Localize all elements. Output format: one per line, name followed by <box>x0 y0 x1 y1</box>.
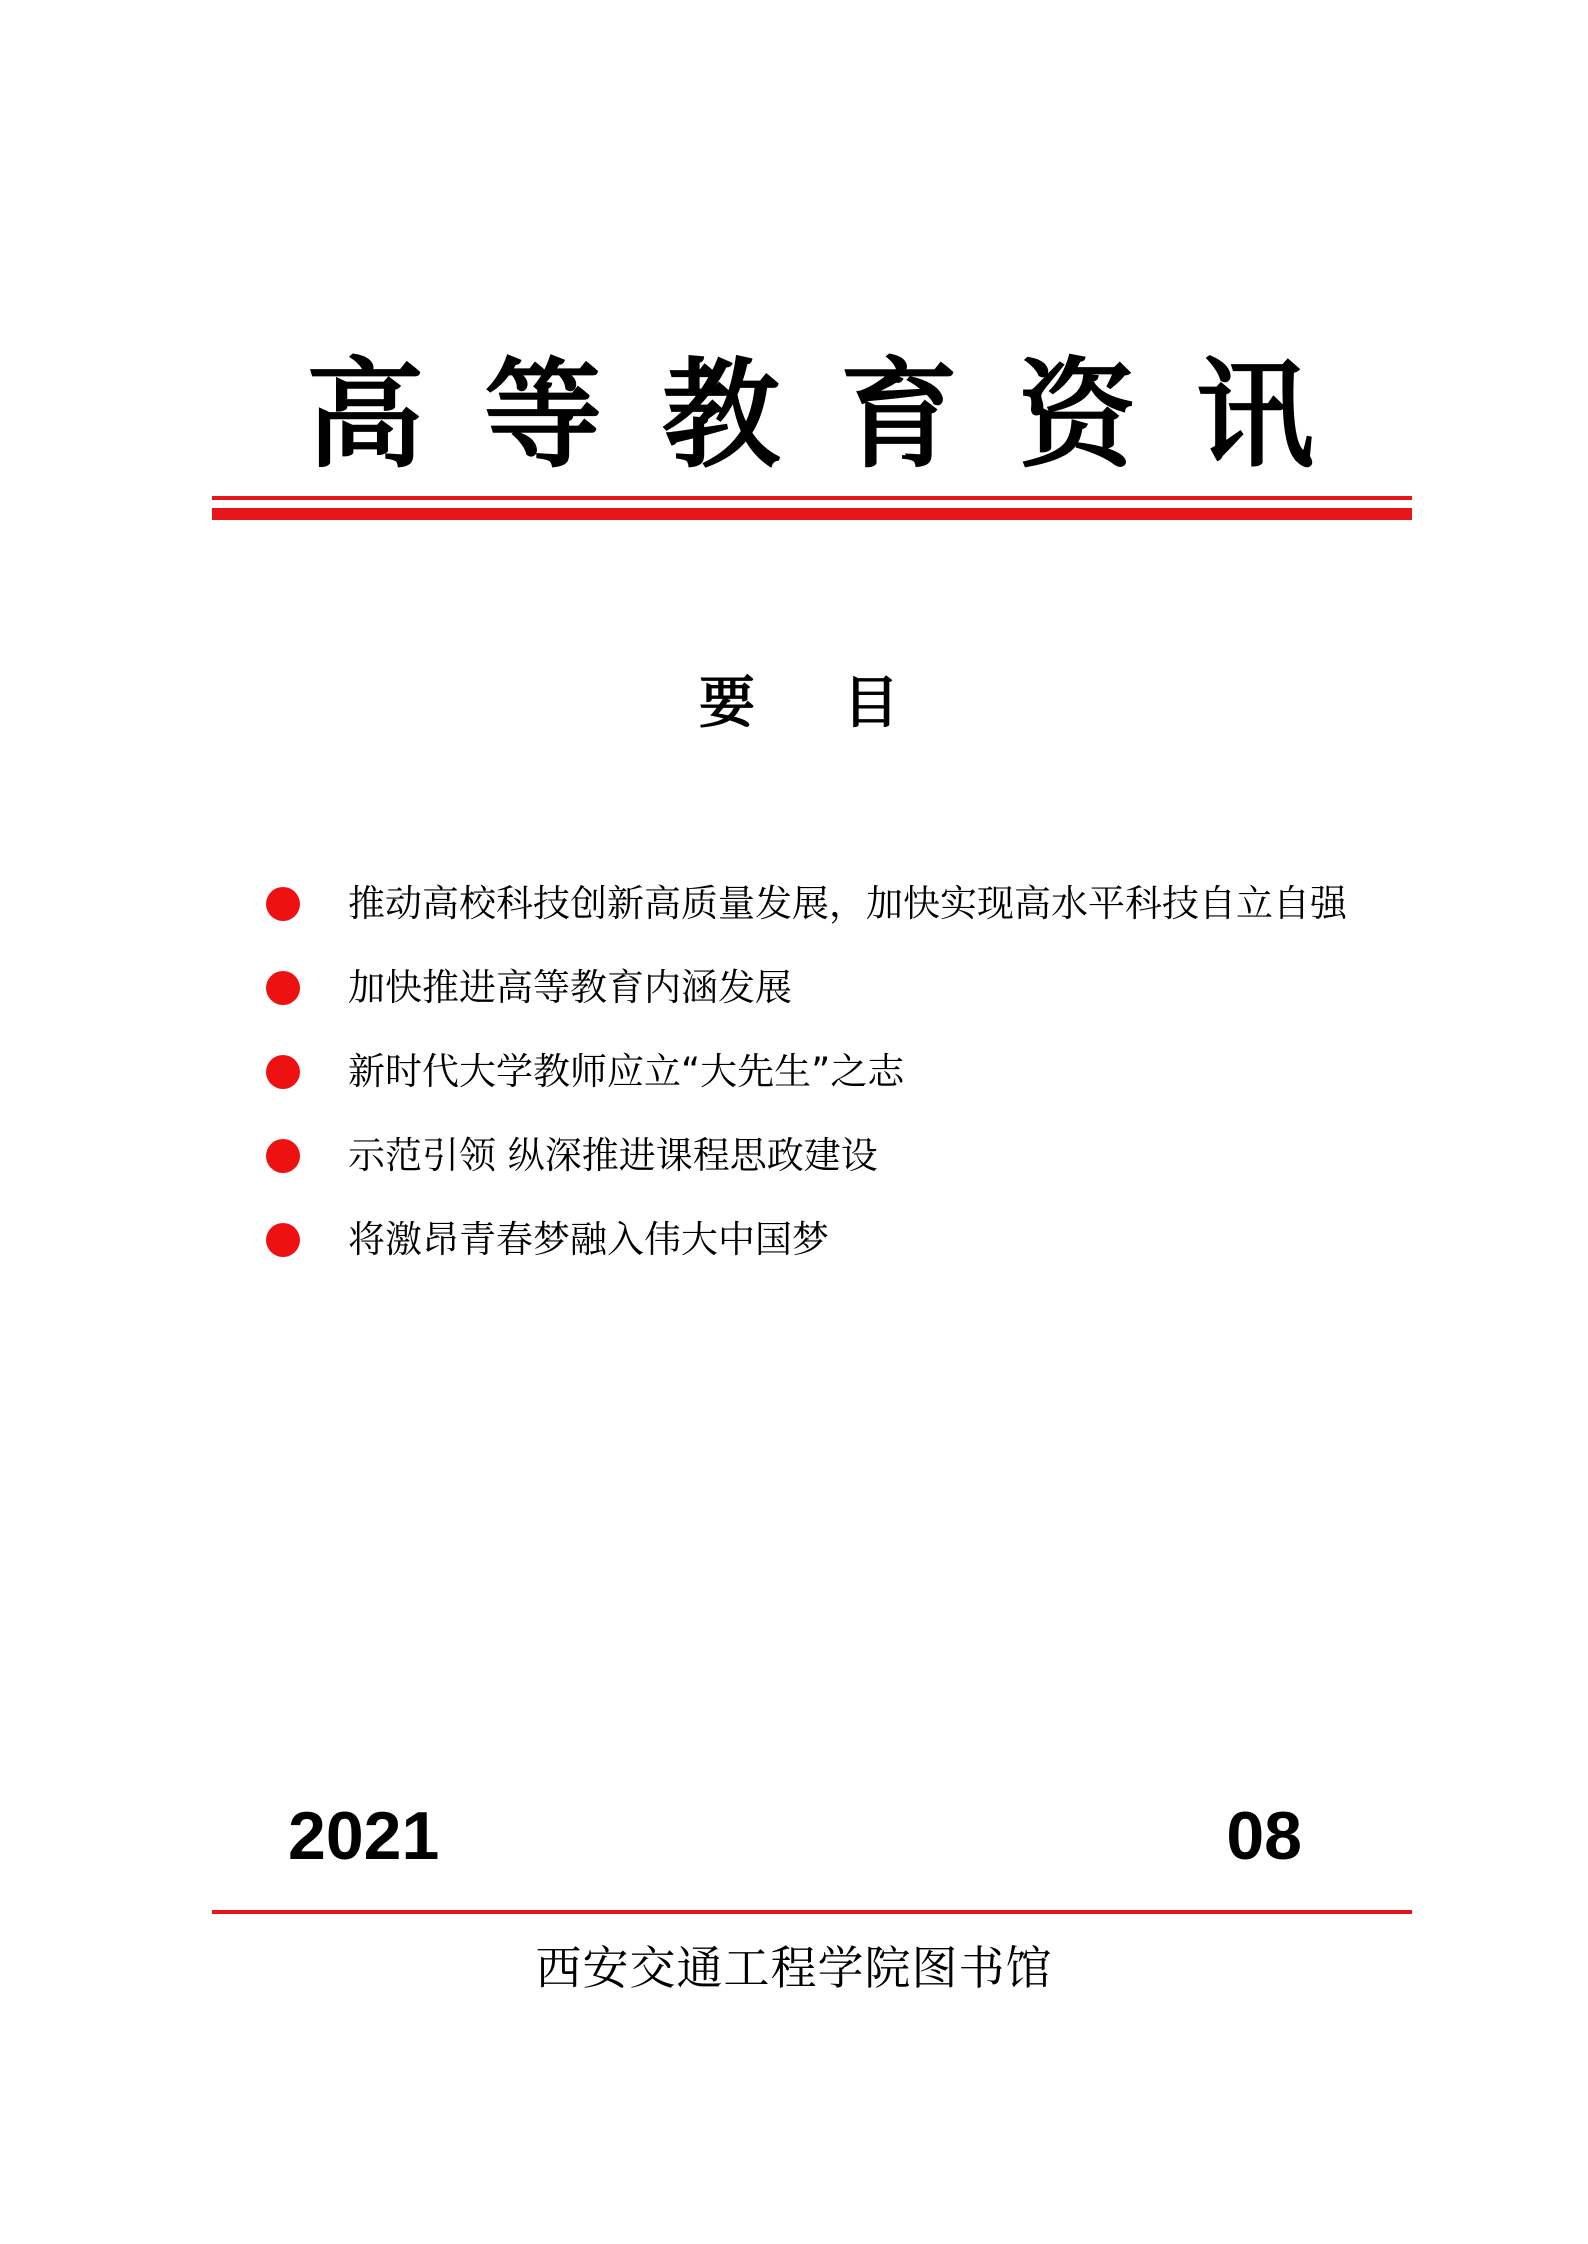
bullet-dot-icon <box>266 971 300 1005</box>
masthead-char: 教 <box>661 345 780 484</box>
issue-year: 2021 <box>288 1798 440 1874</box>
article-title: 加快推进高等教育内涵发展 <box>348 966 792 1009</box>
contents-heading <box>694 670 904 736</box>
masthead-title <box>300 345 1320 484</box>
contents-heading-char: 目 <box>843 670 899 736</box>
masthead-char: 高 <box>305 345 424 484</box>
masthead-char: 育 <box>839 345 958 484</box>
contents-heading-char: 要 <box>699 670 755 736</box>
bullet-dot-icon <box>266 1139 300 1173</box>
article-title: 推动高校科技创新高质量发展，加快实现高水平科技自立自强 <box>348 882 1347 925</box>
masthead-rule-thick <box>212 508 1412 520</box>
masthead-rule-thin <box>212 496 1412 500</box>
article-list <box>266 862 1446 1282</box>
issue-number: 08 <box>1226 1798 1302 1874</box>
article-item[interactable] <box>266 1198 1446 1282</box>
article-item[interactable] <box>266 946 1446 1030</box>
article-title: 新时代大学教师应立“大先生”之志 <box>348 1050 905 1093</box>
footer-rule <box>212 1910 1412 1914</box>
bullet-dot-icon <box>266 1055 300 1089</box>
article-title: 示范引领 纵深推进课程思政建设 <box>348 1134 878 1177</box>
article-title: 将激昂青春梦融入伟大中国梦 <box>348 1218 829 1261</box>
masthead-char: 资 <box>1017 345 1136 484</box>
bullet-dot-icon <box>266 1223 300 1257</box>
masthead-char: 讯 <box>1195 345 1314 484</box>
masthead-char: 等 <box>483 345 602 484</box>
article-item[interactable] <box>266 1030 1446 1114</box>
publisher-name: 西安交通工程学院图书馆 <box>535 1941 1053 1995</box>
bullet-dot-icon <box>266 887 300 921</box>
article-item[interactable] <box>266 862 1446 946</box>
article-item[interactable] <box>266 1114 1446 1198</box>
